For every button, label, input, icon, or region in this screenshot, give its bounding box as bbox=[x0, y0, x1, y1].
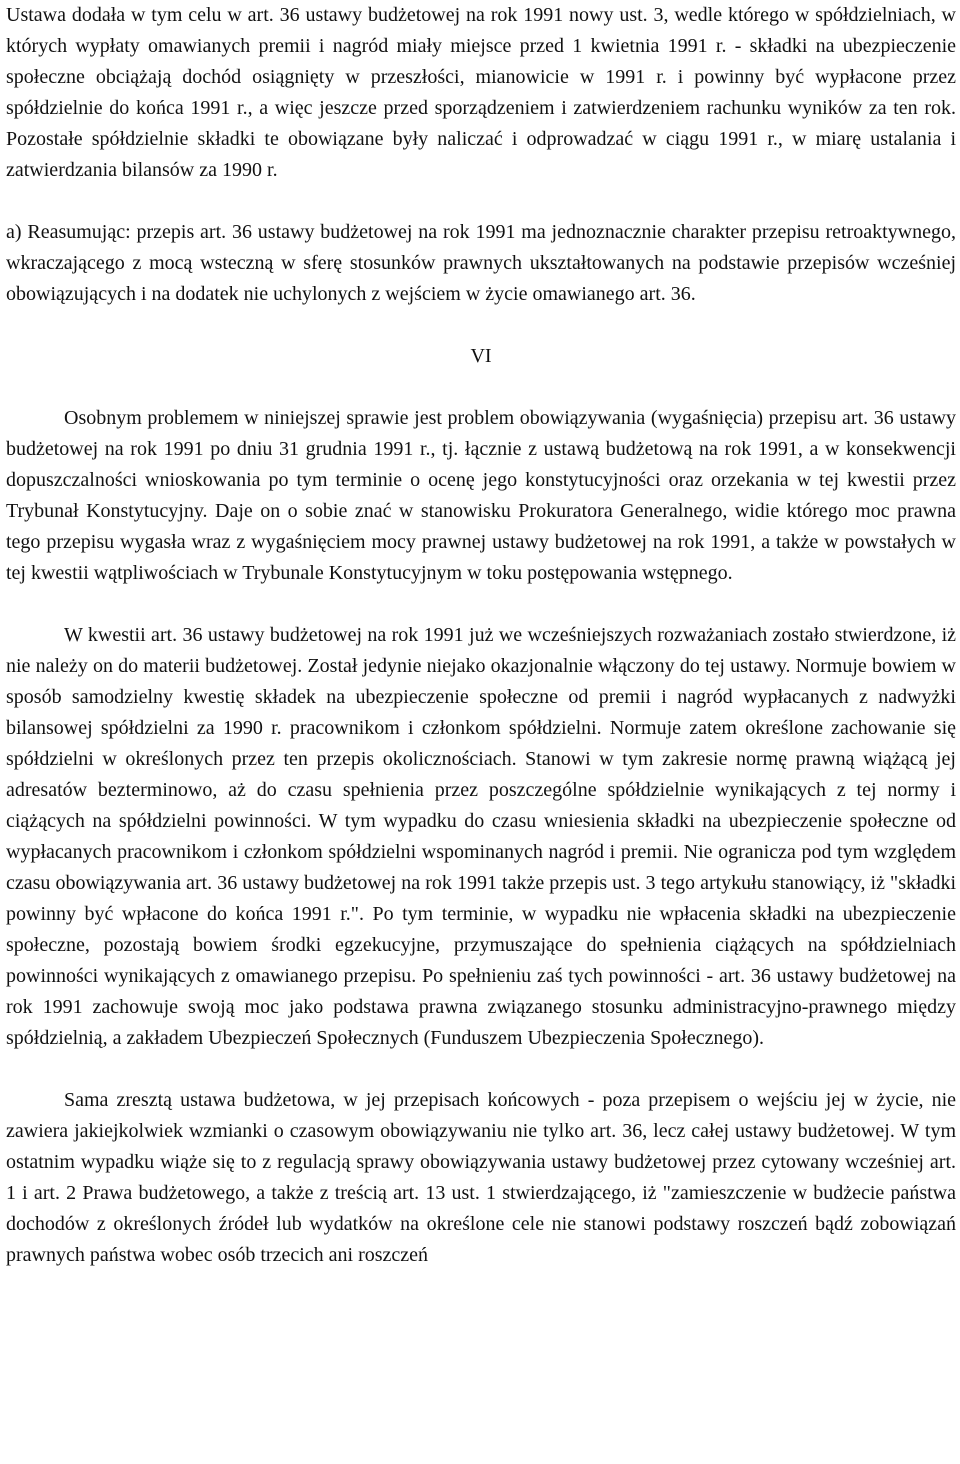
paragraph-summary: a) Reasumując: przepis art. 36 ustawy budżetowej na rok 1991 ma jednoznacznie charakter przepisu retroaktywnego, wkraczającego z mocą wsteczną w sferę stosunków prawnych ukształtowanych na podstawie przepisów wcześniej obowiązujących i na dodatek nie uchylonych z wejściem w życie omawianego art. 36. bbox=[6, 221, 956, 305]
section-heading: VI bbox=[470, 345, 492, 367]
paragraph-gap bbox=[6, 186, 956, 217]
paragraph-gap bbox=[6, 1054, 956, 1085]
paragraph-budget-act-final-provisions: Sama zresztą ustawa budżetowa, w jej przepisach końcowych - poza przepisem o wejściu jej w życie, nie zawiera jakiejkolwiek wzmianki o czasowym obowiązywaniu nie tylko art. 36, lecz całej ustawy budżetowej. W tym ostatnim wypadku wiąże się to z regulacją sprawy obowiązywania ustawy budżetowej przez cytowany wcześniej art. 1 i art. 2 Prawa budżetowego, a także z treścią art. 13 ust. 1 stwierdzającego, iż "zamieszczenie w budżecie państwa dochodów z określonych źródeł lub wydatków na określone cele nie stanowi podstawy roszczeń bądź zobowiązań prawnych państwa wobec osób trzecich ani roszczeń bbox=[6, 1089, 956, 1266]
paragraph-budget-act-amendment: Ustawa dodała w tym celu w art. 36 ustawy budżetowej na rok 1991 nowy ust. 3, wedle którego w spółdzielniach, w których wypłaty omawianych premii i nagród miały miejsce przed 1 kwietnia 1991 r. - składki na ubezpieczenie społeczne obciążają dochód osiągnięty w przeszłości, mianowicie w 1991 r. i powinny być wypłacone przez spółdzielnie do końca 1991 r., a więc jeszcze przed sporządzeniem i zatwierdzeniem rachunku wyników za ten rok. Pozostałe spółdzielnie składki te obowiązane były naliczać i odprowadzać w ciągu 1991 r., w miarę ustalania i zatwierdzania bilansów za 1990 r. bbox=[6, 4, 956, 181]
paragraph-gap bbox=[6, 310, 956, 341]
document-page bbox=[6, 0, 956, 1464]
paragraph-gap bbox=[6, 372, 956, 403]
paragraph-article-36-analysis: W kwestii art. 36 ustawy budżetowej na rok 1991 już we wcześniejszych rozważaniach zostało stwierdzone, iż nie należy on do materii budżetowej. Został jedynie niejako okazjonalnie włączony do tej ustawy. Normuje bowiem w sposób samodzielny kwestię składek na ubezpieczenie społeczne od premii i nagród wypłacanych z nadwyżki bilansowej spółdzielni za 1990 r. pracownikom i członkom spółdzielni. Normuje zatem określone zachowanie się spółdzielni w określonych przez ten przepis okolicznościach. Stanowi w tym zakresie normę prawną wiążącą jej adresatów bezterminowo, aż do czasu spełnienia przez poszczególne spółdzielnie wynikających z tej normy i ciążących na spółdzielni powinności. W tym wypadku do czasu wniesienia składki na ubezpieczenie społeczne od wypłacanych pracownikom i członkom spółdzielni wspominanych nagród i premii. Nie ogranicza pod tym względem czasu obowiązywania art. 36 ustawy budżetowej na rok 1991 także przepis ust. 3 tego artykułu stanowiący, iż "składki powinny być wpłacone do końca 1991 r.". Po tym terminie, w wypadku nie wpłacenia składki na ubezpieczenie społeczne, pozostają bowiem środki egzekucyjne, przymuszające do spełnienia ciążących na spółdzielniach powinności wynikających z omawianego przepisu. Po spełnieniu zaś tych powinności - art. 36 ustawy budżetowej na rok 1991 zachowuje swoją moc jako podstawa prawna związanego stosunku administracyjno-prawnego między spółdzielnią, a zakładem Ubezpieczeń Społecznych (Funduszem Ubezpieczenia Społecznego). bbox=[6, 624, 956, 1049]
paragraph-separate-problem: Osobnym problemem w niniejszej sprawie jest problem obowiązywania (wygaśnięcia) przepisu art. 36 ustawy budżetowej na rok 1991 po dniu 31 grudnia 1991 r., tj. łącznie z ustawą budżetową na rok 1991, a w konsekwencji dopuszczalności wnioskowania po tym terminie o ocenę jego konstytucyjności oraz orzekania w tej kwestii przez Trybunał Konstytucyjny. Daje on o sobie znać w stanowisku Prokuratora Generalnego, widie którego moc prawna tego przepisu wygasła wraz z wygaśnięciem mocy prawnej ustawy budżetowej na rok 1991, a także w powstałych w tej kwestii wątpliwościach w Trybunale Konstytucyjnym w toku postępowania wstępnego. bbox=[6, 407, 956, 584]
paragraph-gap bbox=[6, 589, 956, 620]
